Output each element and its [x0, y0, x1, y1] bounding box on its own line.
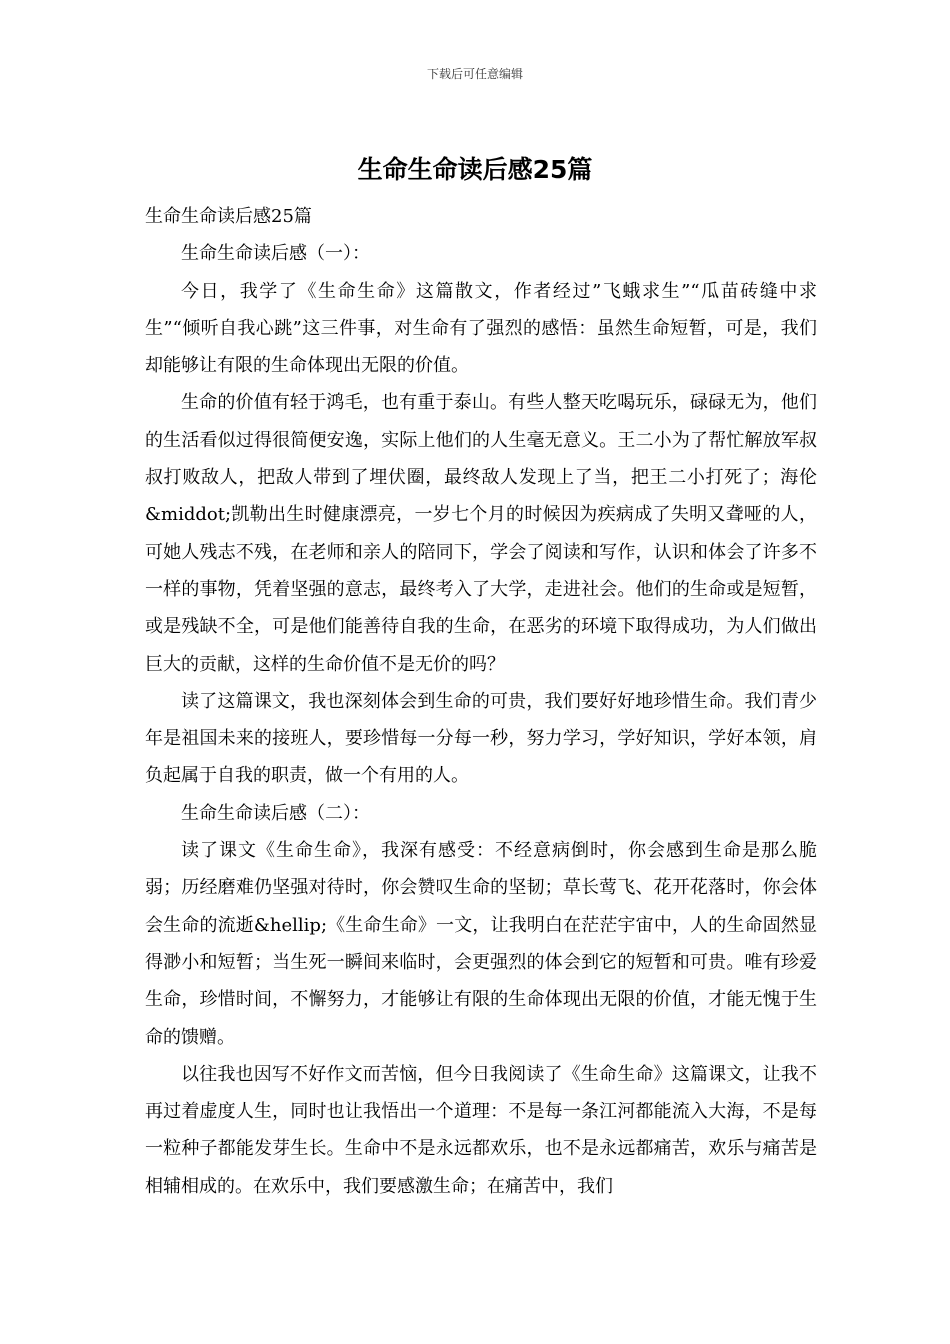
section-heading-1: 生命生命读后感（一）： — [181, 243, 370, 265]
paragraph: 生命的价值有轻于鸿毛，也有重于泰山。有些人整天吃喝玩乐，碌碌无为，他们的生活看似过得很简便安逸，实际上他们的人生毫无意义。王二小为了帮忙解放军叔叔打败敌人，把敌人带到了埋伏圈，最终敌人发现上了当，把王二小打死了；海伦&middot;凯勒出生时健康漂亮，一岁七个月的时候因为疾病成了失明又聋哑的人，可她人残志不残，在老师和亲人的陪同下，学会了阅读和写作，认识和体会了许多不一样的事物，凭着坚强的意志，最终考入了大学，走进社会。他们的生命或是短暂，或是残缺不全，可是他们能善待自我的生命，在恶劣的环境下取得成功，为人们做出巨大的贡献，这样的生命价值不是无价的吗？ — [145, 392, 817, 675]
document-title: 生命生命读后感25篇 — [357, 155, 593, 184]
paragraph: 读了这篇课文，我也深刻体会到生命的可贵，我们要好好地珍惜生命。我们青少年是祖国未来的接班人，要珍惜每一分每一秒，努力学习，学好知识，学好本领，肩负起属于自我的职责，做一个有用的人。 — [145, 690, 817, 787]
section-heading-2: 生命生命读后感（二）： — [181, 802, 370, 824]
paragraph: 今日，我学了《生命生命》这篇散文，作者经过”飞蛾求生”“瓜苗砖缝中求生”“倾听自我心跳”这三件事，对生命有了强烈的感悟：虽然生命短暂，可是，我们却能够让有限的生命体现出无限的价值。 — [145, 280, 817, 377]
paragraph: 以往我也因写不好作文而苦恼，但今日我阅读了《生命生命》这篇课文，让我不再过着虚度人生，同时也让我悟出一个道理：不是每一条江河都能流入大海，不是每一粒种子都能发芽生长。生命中不是永远都欢乐，也不是永远都痛苦，欢乐与痛苦是相辅相成的。在欢乐中，我们要感激生命；在痛苦中，我们 — [145, 1063, 817, 1197]
document-subtitle: 生命生命读后感25篇 — [145, 206, 312, 227]
page-header: 下载后可任意编辑 — [426, 67, 523, 81]
paragraph: 读了课文《生命生命》，我深有感受：不经意病倒时，你会感到生命是那么脆弱；历经磨难仍坚强对待时，你会赞叹生命的坚韧；草长莺飞、花开花落时，你会体会生命的流逝&hellip;《生命生命》一文，让我明白在茫茫宇宙中，人的生命固然显得渺小和短暂；当生死一瞬间来临时，会更强烈的体会到它的短暂和可贵。唯有珍爱生命，珍惜时间，不懈努力，才能够让有限的生命体现出无限的价值，才能无愧于生命的馈赠。 — [145, 840, 817, 1048]
document-body — [145, 198, 817, 1205]
